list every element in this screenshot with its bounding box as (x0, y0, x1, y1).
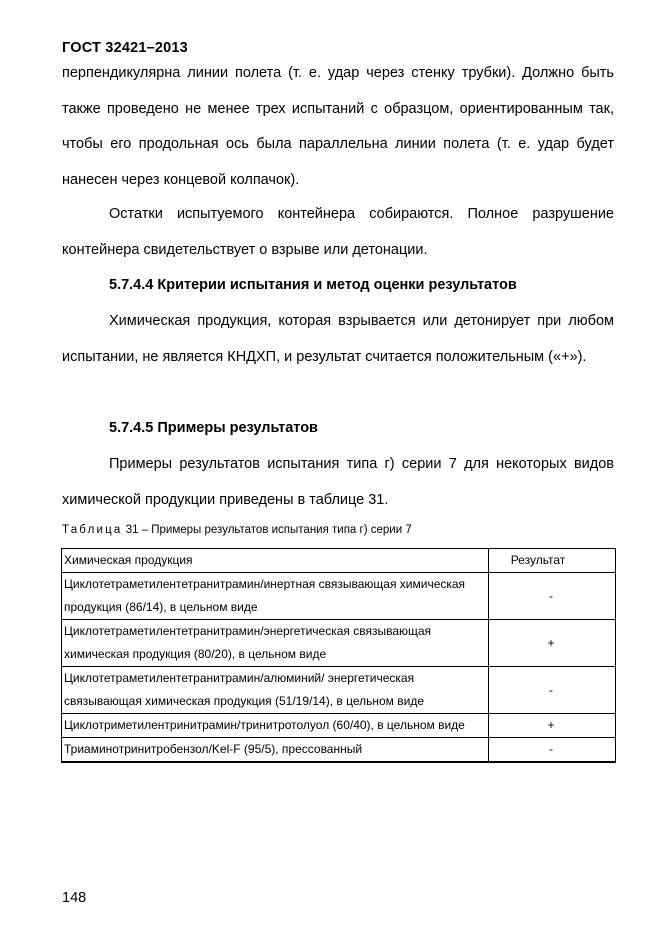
result-cell: - (489, 667, 616, 714)
column-header-product: Химическая продукция (62, 549, 489, 573)
product-cell: Циклотетраметилентетранитрамин/энергетическая связывающая химическая продукция (80/20), в цельном виде (62, 620, 489, 667)
page-number: 148 (62, 890, 87, 906)
document-header: ГОСТ 32421–2013 (62, 40, 188, 56)
section-heading-criteria: 5.7.4.4 Критерии испытания и метод оценки результатов (109, 277, 517, 293)
product-cell: Циклотетраметилентетранитрамин/алюминий/ энергетическая связывающая химическая продукция (51/19/14), в цельном виде (62, 667, 489, 714)
result-cell: - (489, 573, 616, 620)
table-row (62, 738, 616, 763)
paragraph-test-orientation: перпендикулярна линии полета (т. е. удар через стенку трубки). Должно быть также проведено не менее трех испытаний с образцом, ориентированным так, чтобы его продольная ось была параллельна линии полета (т. е. удар будет нанесен через концевой колпачок). (62, 65, 614, 189)
table-header-row (62, 549, 616, 573)
table-caption-text: 31 – Примеры результатов испытания типа г) серии 7 (122, 524, 412, 536)
product-cell: Циклотетраметилентетранитрамин/инертная связывающая химическая продукция (86/14), в цельном виде (62, 573, 489, 620)
product-cell: Триаминотринитробензол/Kel-F (95/5), прессованный (62, 738, 489, 763)
product-cell: Циклотриметилентринитрамин/тринитротолуол (60/40), в цельном виде (62, 714, 489, 738)
table-row (62, 714, 616, 738)
results-table (61, 548, 616, 763)
result-cell: + (489, 714, 616, 738)
table-caption (62, 524, 412, 536)
result-cell: - (489, 738, 616, 763)
paragraph-criteria: Химическая продукция, которая взрывается или детонирует при любом испытании, не является КНДХП, и результат считается положительным («+»). (62, 313, 614, 365)
column-header-result: Результат (489, 549, 616, 573)
result-cell: + (489, 620, 616, 667)
table-row (62, 573, 616, 620)
paragraph-container-remains: Остатки испытуемого контейнера собираются. Полное разрушение контейнера свидетельствует о взрыве или детонации. (62, 206, 614, 258)
table-row (62, 667, 616, 714)
paragraph-examples: Примеры результатов испытания типа г) серии 7 для некоторых видов химической продукции приведены в таблице 31. (62, 456, 614, 508)
section-heading-examples: 5.7.4.5 Примеры результатов (109, 420, 318, 436)
table-row (62, 620, 616, 667)
table-caption-label: Таблица (62, 524, 123, 536)
